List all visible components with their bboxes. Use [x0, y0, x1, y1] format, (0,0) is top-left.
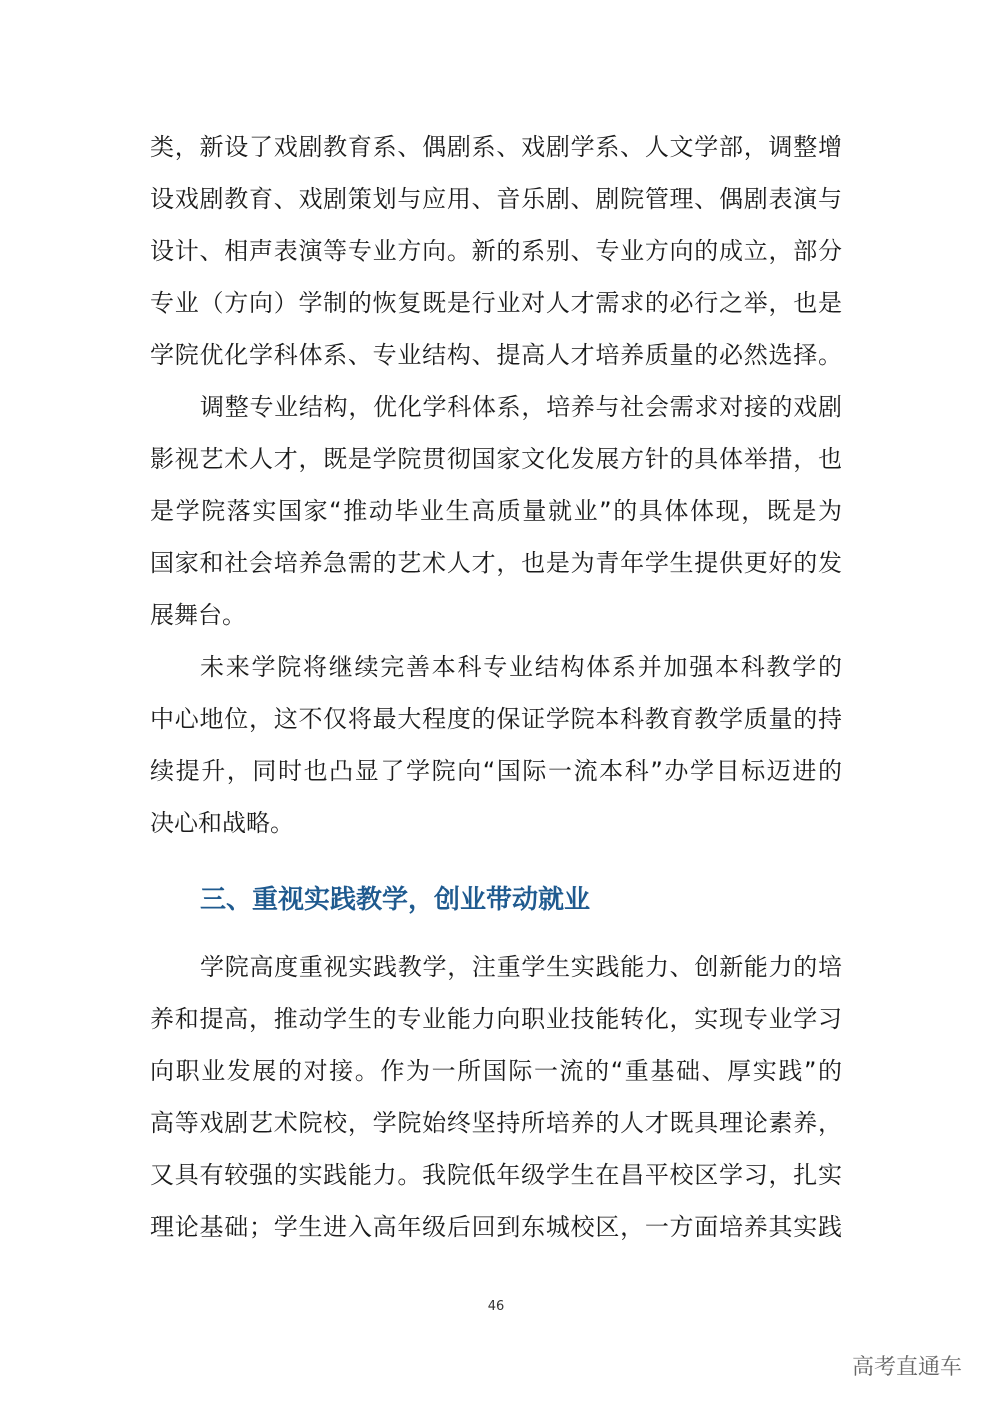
paragraph-line: 中心地位，这不仅将最大程度的保证学院本科教育教学质量的持 — [150, 705, 842, 733]
paragraph-line: 养和提高，推动学生的专业能力向职业技能转化，实现专业学习 — [150, 1005, 842, 1033]
paragraph-line: 国家和社会培养急需的艺术人才，也是为青年学生提供更好的发 — [150, 549, 842, 577]
paragraph-line: 理论基础；学生进入高年级后回到东城校区，一方面培养其实践 — [150, 1213, 842, 1241]
paragraph-line: 设计、相声表演等专业方向。新的系别、专业方向的成立，部分 — [150, 237, 842, 265]
paragraph-line: 未来学院将继续完善本科专业结构体系并加强本科教学的 — [200, 653, 842, 681]
section-heading: 三、重视实践教学，创业带动就业 — [200, 885, 591, 915]
paragraph-line: 又具有较强的实践能力。我院低年级学生在昌平校区学习，扎实 — [150, 1161, 842, 1189]
paragraph-line: 高等戏剧艺术院校，学院始终坚持所培养的人才既具理论素养， — [150, 1109, 842, 1137]
paragraph-line: 专业（方向）学制的恢复既是行业对人才需求的必行之举，也是 — [150, 289, 842, 317]
paragraph-line: 学院高度重视实践教学，注重学生实践能力、创新能力的培 — [200, 953, 842, 981]
paragraph-line: 续提升，同时也凸显了学院向“国际一流本科”办学目标迈进的 — [150, 757, 842, 785]
paragraph-line: 是学院落实国家“推动毕业生高质量就业”的具体体现，既是为 — [150, 497, 842, 525]
paragraph-line: 影视艺术人才，既是学院贯彻国家文化发展方针的具体举措，也 — [150, 445, 842, 473]
paragraph-line: 调整专业结构，优化学科体系，培养与社会需求对接的戏剧 — [200, 393, 842, 421]
page-number: 46 — [487, 1299, 505, 1314]
paragraph-line: 决心和战略。 — [150, 809, 294, 837]
paragraph-line: 学院优化学科体系、专业结构、提高人才培养质量的必然选择。 — [150, 341, 842, 369]
paragraph-line: 向职业发展的对接。作为一所国际一流的“重基础、厚实践”的 — [150, 1057, 842, 1085]
paragraph-line: 设戏剧教育、戏剧策划与应用、音乐剧、剧院管理、偶剧表演与 — [150, 185, 842, 213]
paragraph-line: 类，新设了戏剧教育系、偶剧系、戏剧学系、人文学部，调整增 — [150, 133, 842, 161]
paragraph-line: 展舞台。 — [150, 601, 246, 629]
watermark-text: 高考直通车 — [851, 1355, 962, 1380]
